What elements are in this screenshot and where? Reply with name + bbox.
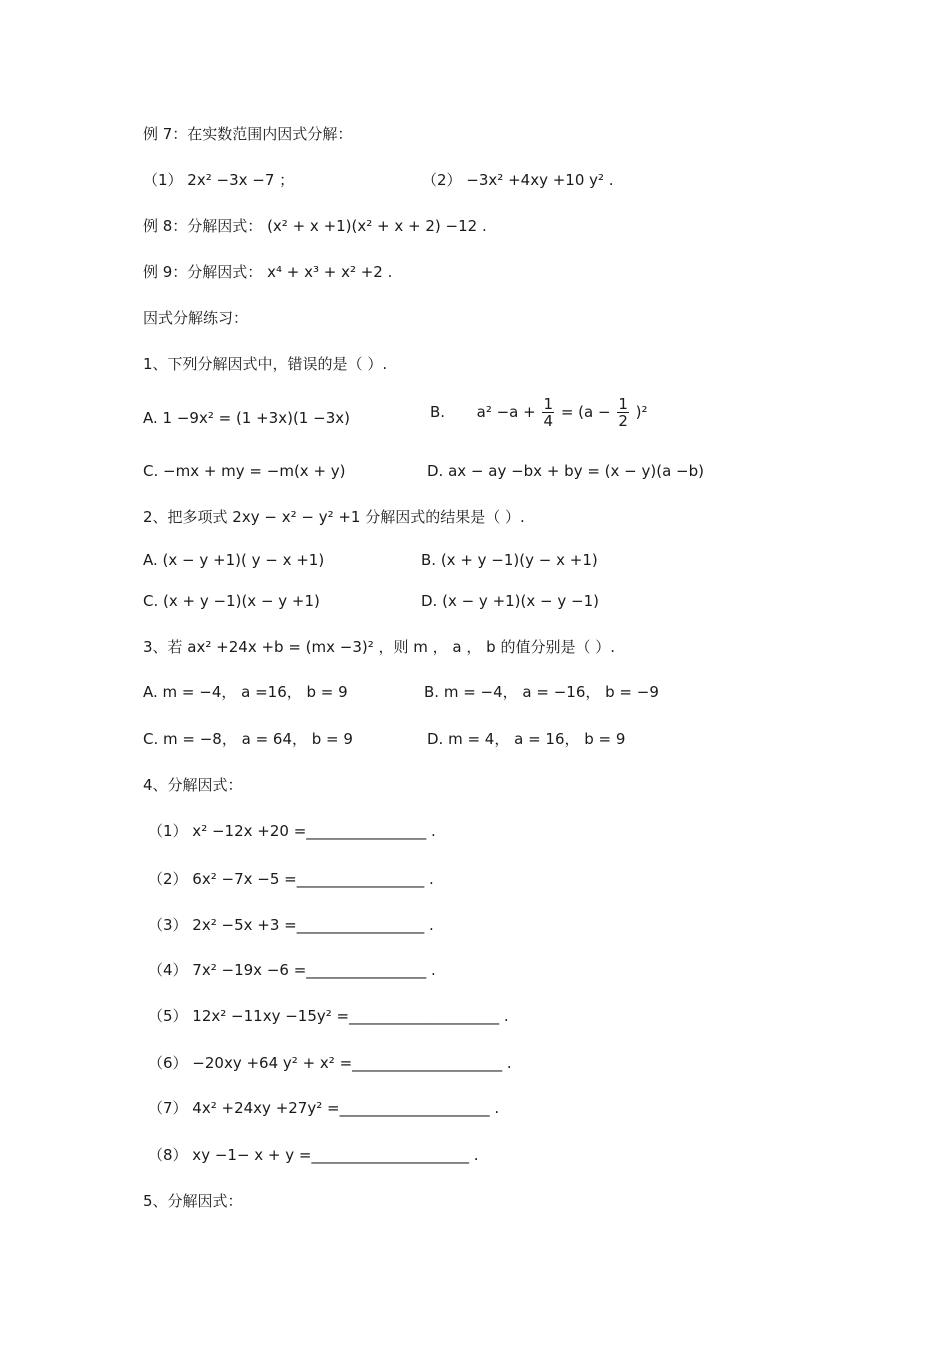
fraction-one-quarter: $\frac{1}{4}$ <box>543 395 554 430</box>
question4-item: （6） −20xy +64 y² + x² =____________________ . <box>148 1054 512 1072</box>
question3-option-c: C. m = −8， a = 64， b = 9 <box>143 730 353 748</box>
option-b-label: B. <box>430 403 446 421</box>
example7-part1: （1） 2x² −3x −7 ； <box>143 171 295 189</box>
example7-part2: （2） −3x² +4xy +10 y² . <box>422 171 614 189</box>
question4-item: （3） 2x² −5x +3 =_________________ . <box>148 916 434 934</box>
question3-stem: 3、若 ax² +24x +b = (mx −3)² ，则 m ， a ， b 的值分别是（ ）. <box>143 638 615 656</box>
option-b-left: a² −a + <box>476 403 536 421</box>
question4-item: （2） 6x² −7x −5 =_________________ . <box>148 870 434 888</box>
option-b-mid: = (a − <box>560 403 611 421</box>
question4-item: （8） xy −1− x + y =_____________________ . <box>148 1146 479 1164</box>
question2-option-c: C. (x + y −1)(x − y +1) <box>143 592 320 610</box>
question3-option-d: D. m = 4， a = 16， b = 9 <box>427 730 626 748</box>
question3-option-a: A. m = −4， a =16， b = 9 <box>143 683 348 701</box>
question3-option-b: B. m = −4， a = −16， b = −9 <box>424 683 659 701</box>
question4-item: （4） 7x² −19x −6 =________________ . <box>148 961 436 979</box>
question1-option-d: D. ax − ay −bx + by = (x − y)(a −b) <box>427 462 704 480</box>
example8: 例 8：分解因式： (x² + x +1)(x² + x + 2) −12 . <box>143 217 487 235</box>
example7-heading: 例 7：在实数范围内因式分解： <box>143 125 353 143</box>
question1-option-c: C. −mx + my = −m(x + y) <box>143 462 346 480</box>
question4-item: （7） 4x² +24xy +27y² =____________________ . <box>148 1099 500 1117</box>
question2-option-d: D. (x − y +1)(x − y −1) <box>421 592 599 610</box>
question5-stem: 5、分解因式： <box>143 1192 243 1210</box>
question4-item: （5） 12x² −11xy −15y² =____________________ . <box>148 1007 509 1025</box>
example9: 例 9：分解因式： x⁴ + x³ + x² +2 . <box>143 263 393 281</box>
fraction-one-half: $\frac{1}{2}$ <box>618 395 628 430</box>
question2-option-b: B. (x + y −1)(y − x +1) <box>421 551 598 569</box>
practice-heading: 因式分解练习： <box>143 309 249 327</box>
question1-option-a: A. 1 −9x² = (1 +3x)(1 −3x) <box>143 409 350 427</box>
question2-stem: 2、把多项式 2xy − x² − y² +1 分解因式的结果是（ ）. <box>143 508 525 526</box>
option-b-right: )² <box>635 403 648 421</box>
question1-option-b <box>430 396 648 429</box>
question4-stem: 4、分解因式： <box>143 776 243 794</box>
question2-option-a: A. (x − y +1)( y − x +1) <box>143 551 325 569</box>
question4-item: （1） x² −12x +20 =________________ . <box>148 822 436 840</box>
question1-stem: 1、下列分解因式中，错误的是（ ）. <box>143 355 388 373</box>
